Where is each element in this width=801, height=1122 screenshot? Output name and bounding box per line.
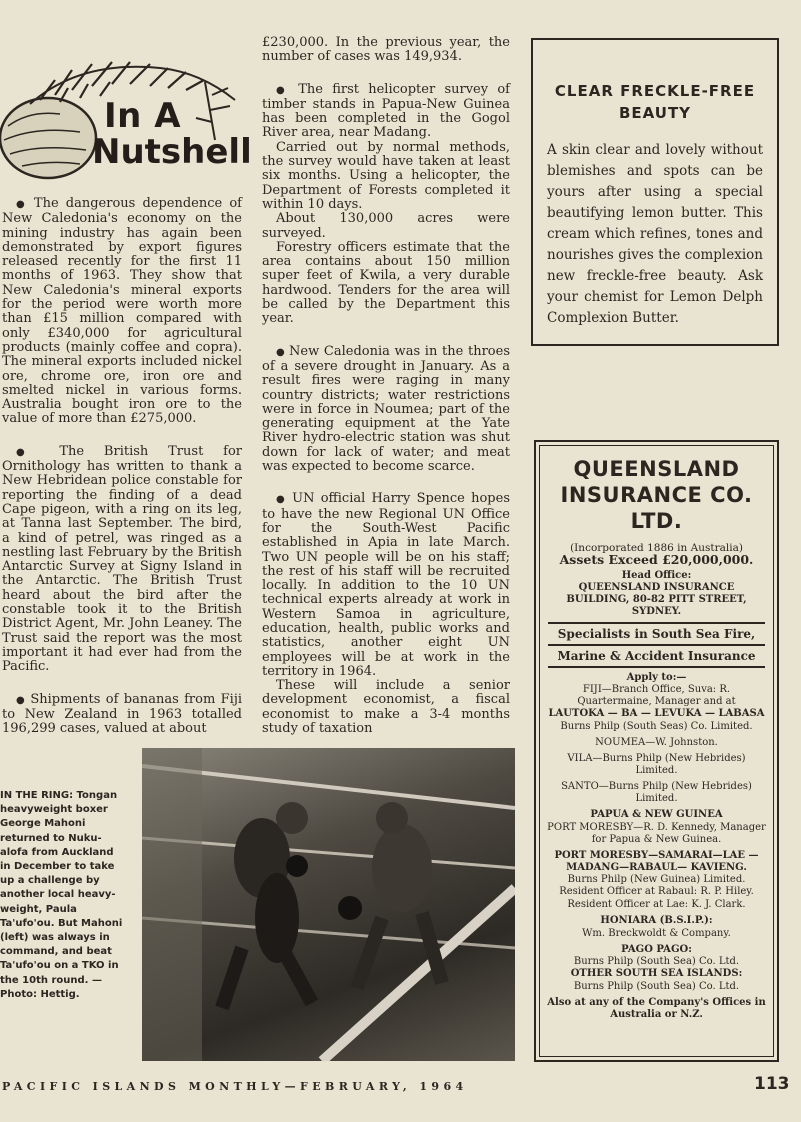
ad-qi-pago: PAGO PAGO: bbox=[621, 944, 692, 955]
article-helicopter-p4: Forestry officers estimate that the area contains about 150 million super feet of Kwila, a very durable hardwood. Tenders for the area will be called by the Department this year. bbox=[262, 239, 510, 327]
ad-qi-port-moresby: PORT MORESBY—R. D. Kennedy, Manager for Papua & New Guinea. bbox=[547, 822, 766, 845]
ad-freckle-title: CLEAR FRECKLE-FREE BEAUTY bbox=[554, 82, 756, 122]
ad-qi-honiara: HONIARA (B.S.I.P.): bbox=[600, 915, 713, 926]
masthead-line2: Nutshell bbox=[92, 132, 252, 172]
ad-qi-pago-agent: Burns Philp (South Sea) Co. Ltd. bbox=[573, 956, 740, 967]
divider bbox=[548, 666, 765, 668]
ad-qi-ports-agent: Burns Philp (New Guinea) Limited. bbox=[567, 874, 746, 885]
ad-queensland-insurance bbox=[534, 440, 779, 1062]
ad-qi-vila: VILA—Burns Philp (New Hebrides) Limited. bbox=[567, 753, 746, 776]
article-bananas: ● Shipments of bananas from Fiji to New Zealand in 1963 totalled 196,299 cases, valued at about bbox=[2, 693, 242, 737]
ad-qi-head-office: QUEENSLAND INSURANCE BUILDING, 80-82 PITT STREET, SYDNEY. bbox=[566, 582, 747, 617]
article-helicopter-p3: About 130,000 acres were surveyed. bbox=[262, 211, 510, 241]
boxing-photo bbox=[142, 748, 515, 1061]
article-un-office-p2: These will include a senior development economist, a fiscal economist to make a 3-4 months study of taxation bbox=[262, 678, 510, 737]
ad-freckle-free-beauty bbox=[531, 38, 779, 346]
ad-qi-rabaul: Resident Officer at Rabaul: R. P. Hiley. bbox=[559, 886, 754, 897]
ad-qi-other: OTHER SOUTH SEA ISLANDS: bbox=[570, 968, 743, 979]
article-drought: ● New Caledonia was in the throes of a severe drought in January. As a result fires were raging in many country districts; water restrictions were in force in Noumea; part of the generating equipment at the Yate River hydro-electric station was shut down for lack of water; and meat was expected to become scarce. bbox=[262, 345, 510, 475]
photo-caption: IN THE RING: Tongan heavyweight boxer George Mahoni returned to Nuku-alofa from Auckland in December to take up a challenge by another local heavy-weight, Paula Ta'ufo'ou. But Mahoni (left) was always in command, and beat Ta'ufo'ou on a TKO in the 10th round. — Photo: Hettig. bbox=[0, 790, 123, 1000]
ad-qi-also: Also at any of the Company's Offices in Australia or N.Z. bbox=[547, 997, 766, 1020]
ad-qi-incorporated: (Incorporated 1886 in Australia) bbox=[570, 542, 743, 554]
ad-qi-head-office-label: Head Office: bbox=[621, 570, 692, 581]
ad-qi-other-agent: Burns Philp (South Sea) Co. Ltd. bbox=[573, 981, 740, 992]
ad-qi-santo: SANTO—Burns Philp (New Hebrides) Limited. bbox=[561, 781, 752, 804]
masthead-line1: In A bbox=[104, 96, 182, 136]
boxing-scene-illustration bbox=[142, 748, 515, 1061]
magazine-name: PACIFIC ISLANDS MONTHLY—FEBRUARY, 1964 bbox=[2, 1080, 468, 1093]
page-number: 113 bbox=[754, 1074, 790, 1094]
divider bbox=[548, 644, 765, 646]
ad-qi-lautoka: LAUTOKA — BA — LEVUKA — LABASA bbox=[548, 708, 765, 719]
ad-qi-apply: Apply to:— bbox=[626, 672, 687, 683]
article-helicopter-p2: Carried out by normal methods, the survey would have taken at least six months. Using a helicopter, the Department of Forests completed it within 10 days. bbox=[262, 139, 510, 212]
ad-qi-assets: Assets Exceed £20,000,000. bbox=[559, 552, 754, 567]
column-1 bbox=[2, 197, 242, 736]
ad-qi-honiara-agent: Wm. Breckwoldt & Company. bbox=[582, 928, 731, 939]
ad-qi-marine: Marine & Accident Insurance bbox=[557, 649, 756, 663]
page-footer bbox=[0, 1076, 801, 1106]
article-bananas-cont: £230,000. In the previous year, the number of cases was 149,934. bbox=[262, 35, 510, 65]
ad-qi-fiji: FIJI—Branch Office, Suva: R. Quartermaine, Manager and at bbox=[577, 684, 736, 707]
ad-freckle-body: A skin clear and lovely without blemishes and spots can be yours after using a special beautifying lemon butter. This cream which refines, tones and nourishes gives the complexion new freckle-free beauty. Ask your chemist for Lemon Delph Complexion Butter. bbox=[547, 142, 763, 326]
masthead bbox=[0, 40, 252, 185]
article-un-office: ● UN official Harry Spence hopes to have the new Regional UN Office for the South-West Pacific established in Apia in late March. Two UN people will be on his staff; the rest of his staff will be recruited locally. In addition to the 10 UN technical experts already at work in Western Samoa in agriculture, education, health, public works and statistics, another eight UN employees will be at work in the territory in 1964. bbox=[262, 492, 510, 679]
ad-qi-brand: QUEENSLAND INSURANCE CO. LTD. bbox=[560, 457, 753, 533]
ad-qi-ports: PORT MORESBY—SAMARAI—LAE —MADANG—RABAUL— KAVIENG. bbox=[554, 850, 759, 873]
divider bbox=[548, 622, 765, 624]
ad-qi-specialists: Specialists in South Sea Fire, bbox=[557, 627, 756, 641]
ad-qi-png: PAPUA & NEW GUINEA bbox=[590, 809, 723, 820]
ad-qi-noumea: NOUMEA—W. Johnston. bbox=[595, 737, 718, 748]
ad-qi-lae: Resident Officer at Lae: K. J. Clark. bbox=[567, 899, 746, 910]
article-ornithology: ● The British Trust for Ornithology has written to thank a New Hebridean police constable for reporting the finding of a dead Cape pigeon, with a ring on its leg, at Tanna last September. The bird, a kind of petrel, was ringed as a nestling last February by the British Antarctic Survey at Signy Island in the Antarctic. The British Trust heard about the bird after the constable took it to the British District Agent, Mr. John Leaney. The Trust said the report was the most important it had ever had from the Pacific. bbox=[2, 445, 242, 675]
column-2 bbox=[262, 36, 510, 736]
ad-qi-lautoka-agent: Burns Philp (South Seas) Co. Limited. bbox=[560, 721, 753, 732]
article-helicopter-survey: ● The first helicopter survey of timber stands in Papua-New Guinea has been completed in the Gogol River area, near Madang. bbox=[262, 83, 510, 141]
article-new-caledonia-exports: ● The dangerous dependence of New Caledonia's economy on the mining industry has again been demonstrated by export figures released recently for the first 11 months of 1963. They show that New Caledonia's mineral exports for the period were worth more than £15 million compared with only £340,000 for agricultural products (mainly coffee and copra). The mineral exports included nickel ore, chrome ore, iron ore and smelted nickel in various forms. Australia bought iron ore to the value of more than £275,000. bbox=[2, 197, 242, 427]
